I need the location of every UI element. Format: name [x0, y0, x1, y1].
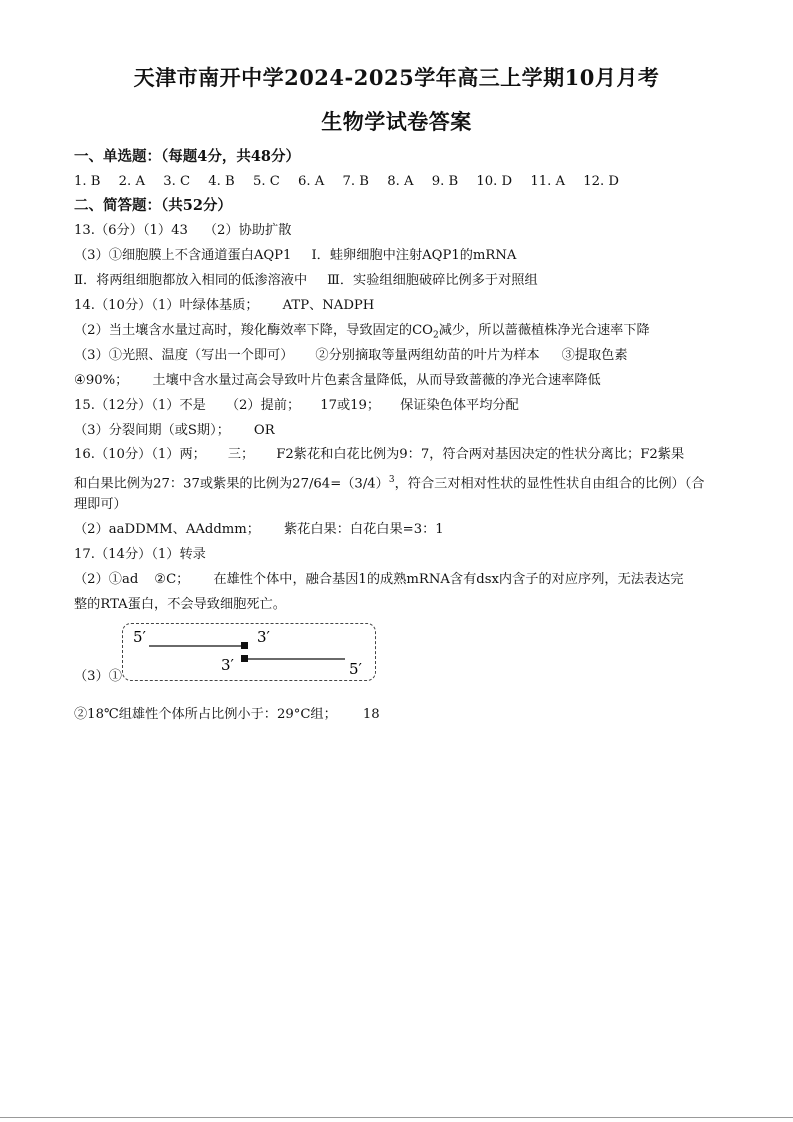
answer-text: OR — [253, 423, 275, 438]
answer-text: 减少，所以蔷薇植株净光合速率下降 — [438, 323, 650, 338]
q15-line2 — [74, 422, 734, 440]
answer-text: ④90%； — [74, 373, 129, 388]
answer-text: 18 — [362, 707, 380, 722]
answer-text: ②C； — [154, 572, 190, 587]
answer-text: 15.（12分）（1）不是 — [74, 398, 206, 413]
answer-text: （2）aaDDMM、AAddmm； — [74, 522, 260, 537]
mc-answer: 11. A — [530, 174, 566, 189]
answer-text: （3）①光照、温度（写出一个即可） — [74, 348, 294, 363]
q14-line1 — [74, 297, 734, 315]
answer-text: （3）①细胞膜上不含通道蛋白AQP1 — [74, 248, 292, 263]
mc-answer: 1. B — [74, 174, 101, 189]
document-title: 天津市南开中学2024-2025学年高三上学期10月月考 — [133, 65, 660, 90]
mc-answer: 3. C — [163, 174, 191, 189]
top-strand-right-label: 3′ — [257, 628, 270, 646]
answer-text: 在雄性个体中，融合基因1的成熟mRNA含有dsx内含子的对应序列，无法表达完 — [213, 572, 684, 587]
q15-line1 — [74, 397, 734, 415]
top-strand-left-label: 5′ — [133, 628, 146, 646]
superscript: 3 — [388, 475, 395, 485]
q17-line2 — [74, 571, 734, 589]
bottom-strand-right-label: 5′ — [349, 660, 362, 678]
answer-text: （2）协助扩散 — [203, 223, 292, 238]
q17-line1: 17.（14分）（1）转录 — [74, 547, 206, 562]
mc-answer: 9. B — [431, 174, 459, 189]
q17-line5 — [74, 706, 734, 724]
answer-text: （2）①ad — [74, 572, 139, 587]
q13-line2 — [74, 247, 734, 265]
answer-text: 三； — [227, 447, 255, 462]
section2-heading: 二、简答题：（共52分） — [74, 197, 232, 214]
answer-text: Ⅱ．将两组细胞都放入相同的低渗溶液中 — [74, 273, 308, 288]
q14-line3 — [74, 347, 734, 365]
document-subtitle: 生物学试卷答案 — [321, 109, 472, 134]
q16-line4 — [74, 521, 734, 539]
mc-answer: 10. D — [476, 174, 513, 189]
mc-answer: 12. D — [583, 174, 619, 189]
mc-answer: 2. A — [118, 174, 145, 189]
q17-line4: （3）① — [74, 669, 122, 684]
answer-text: 13.（6分）（1）43 — [74, 223, 188, 238]
answer-text: 紫花白果：白花白果=3：1 — [283, 522, 444, 537]
q14-line2 — [74, 322, 734, 345]
answer-text: 14.（10分）（1）叶绿体基质； — [74, 298, 259, 313]
q13-line1 — [74, 222, 734, 240]
q17-line3: 整的RTA蛋白，不会导致细胞死亡。 — [74, 597, 286, 612]
section1-heading: 一、单选题：（每题4分，共48分） — [74, 148, 301, 165]
answer-text: 和白果比例为27：37或紫果的比例为27/64=（3/4） — [74, 476, 389, 492]
page-bottom-rule — [0, 1117, 793, 1118]
answer-text: Ⅰ．蛙卵细胞中注射AQP1的mRNA — [311, 248, 517, 263]
answer-text: （2）当土壤含水量过高时，羧化酶效率下降，导致固定的CO — [74, 323, 433, 338]
answer-text: 保证染色体平均分配 — [400, 398, 519, 413]
mc-answer: 5. C — [252, 174, 280, 189]
mc-answer: 7. B — [342, 174, 369, 189]
mc-answer: 4. B — [208, 174, 235, 189]
answer-text: （3）分裂间期（或S期）； — [74, 423, 230, 438]
top-strand-marker — [241, 642, 248, 649]
bottom-strand-left-label: 3′ — [221, 656, 234, 674]
answer-text: ②分别摘取等量两组幼苗的叶片为样本 — [315, 348, 540, 363]
answer-text: ATP、NADPH — [282, 298, 375, 313]
q16-line1 — [74, 446, 734, 464]
answer-text: （2）提前； — [225, 398, 301, 413]
answer-text: Ⅲ．实验组细胞破碎比例多于对照组 — [327, 273, 538, 288]
answer-text: ，符合三对相对性状的显性性状自由组合的比例）（合 — [394, 476, 705, 492]
answer-text: ②18℃组雄性个体所占比例小于：29°C组； — [74, 707, 337, 722]
subscript: 2 — [432, 330, 439, 341]
answer-text: ③提取色素 — [561, 348, 628, 363]
mc-answer: 8. A — [387, 174, 414, 189]
q16-line2 — [74, 471, 734, 493]
answer-text: 土壤中含水量过高会导致叶片色素含量降低，从而导致蔷薇的净光合速率降低 — [152, 373, 601, 388]
q14-line4 — [74, 372, 734, 390]
mc-answer-list — [74, 173, 734, 191]
answer-text: F2紫花和白花比例为9：7，符合两对基因决定的性状分离比；F2紫果 — [276, 447, 685, 462]
mc-answer: 6. A — [298, 174, 325, 189]
q16-line3: 理即可） — [74, 497, 127, 512]
answer-text: 16.（10分）（1）两； — [74, 447, 206, 462]
answer-text: 17或19； — [320, 398, 381, 413]
q13-line3 — [74, 272, 734, 290]
